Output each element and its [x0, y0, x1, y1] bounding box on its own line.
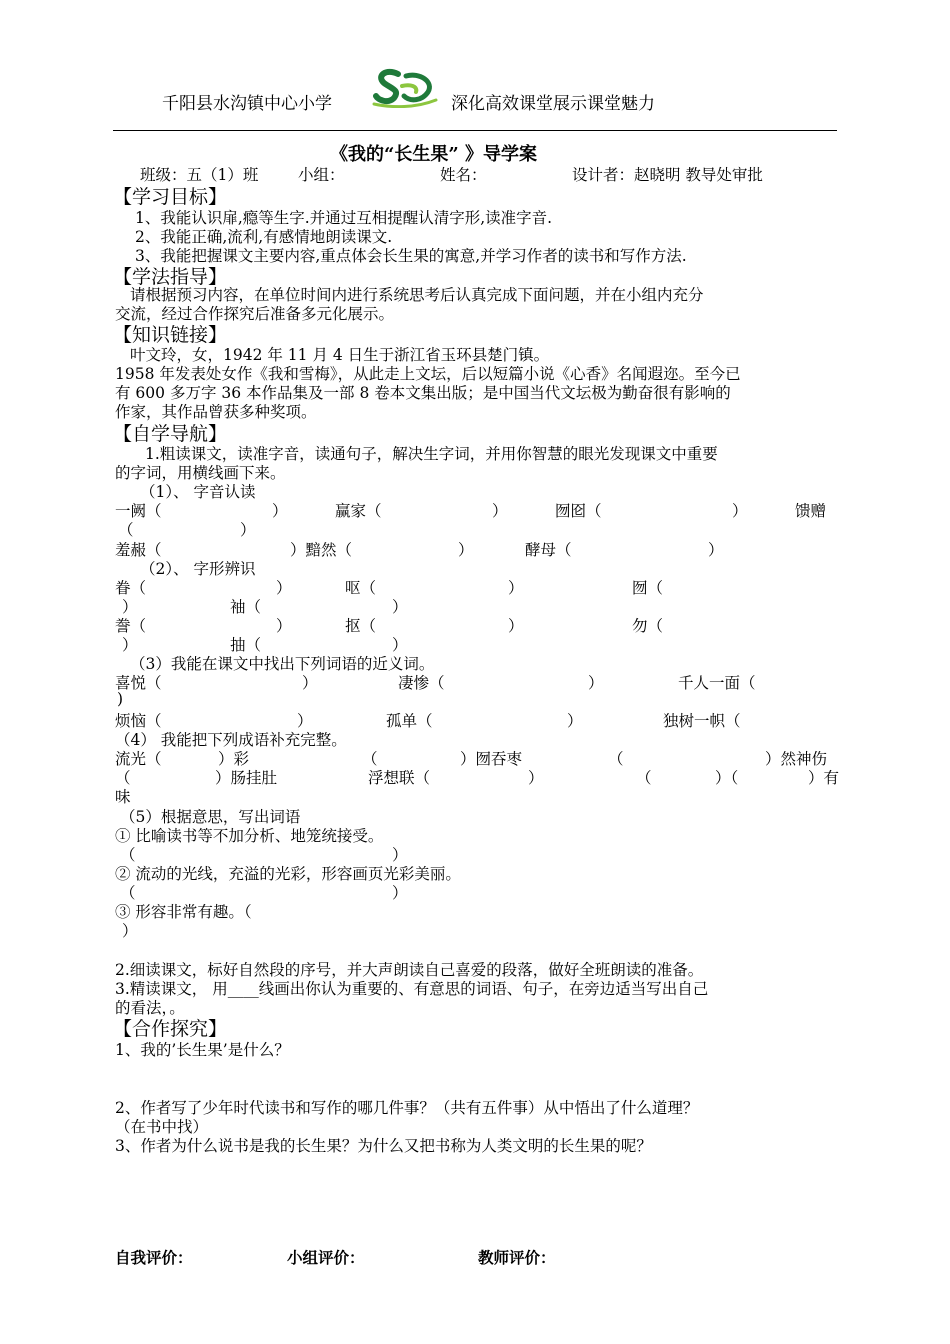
synonym-item: 凄惨（	[398, 674, 445, 692]
bracket: ）	[708, 541, 724, 559]
bracket: ）	[122, 922, 138, 940]
bracket: （	[120, 884, 136, 902]
bracket: ）	[276, 617, 292, 635]
method-text: 交流，经过合作探究后准备多元化展示。	[115, 305, 395, 323]
school-logo-icon	[372, 66, 438, 108]
group-evaluation: 小组评价：	[287, 1248, 365, 1267]
synonym-item: 烦恼（	[115, 712, 162, 730]
school-logo	[372, 66, 438, 108]
bracket: ）	[392, 598, 408, 616]
pinyin-item: 羞赧（	[115, 541, 162, 559]
bracket: ）	[392, 846, 408, 864]
pinyin-item: 囫囵（	[555, 502, 602, 520]
teacher-evaluation: 教师评价：	[478, 1248, 556, 1267]
bracket: ）	[492, 502, 508, 520]
bracket: ）	[528, 769, 544, 787]
synonym-item: 独树一帜（	[663, 712, 741, 730]
meaning-question: ③ 形容非常有趣。（	[115, 903, 252, 921]
knowledge-text: 作家，其作品曾获多种奖项。	[115, 403, 317, 421]
goal-item: 1、我能认识扉,瘾等生字.并通过互相提醒认清字形,读准字音.	[135, 209, 553, 227]
coop-question: （在书中找）	[115, 1118, 209, 1136]
synonym-item: 千人一面（	[678, 674, 756, 692]
bracket: （	[608, 750, 624, 768]
part-label: （3）我能在课文中找出下列词语的近义词。	[130, 655, 435, 673]
self-evaluation: 自我评价：	[115, 1248, 193, 1267]
study-step: 3.精读课文， 用____线画出你认为重要的、有意思的词语、句子，在旁边适当写出自己	[115, 980, 709, 998]
idiom-item: ）囫吞枣	[460, 750, 523, 768]
bracket: ）	[567, 712, 583, 730]
bracket: （	[120, 846, 136, 864]
idiom-item: 味	[115, 788, 131, 806]
part-label: （4） 我能把下列成语补充完整。	[115, 731, 347, 749]
bracket: ）	[508, 579, 524, 597]
part-label: （2）、 字形辨识	[140, 560, 256, 578]
part-label: （1）、 字音认读	[140, 483, 256, 501]
meaning-question: ① 比喻读书等不加分析、地笼统接受。	[115, 827, 384, 845]
goal-item: 2、我能正确,流利,有感情地朗读课文.	[135, 228, 393, 246]
bracket: （	[636, 769, 652, 787]
pinyin-item: 酵母（	[525, 541, 572, 559]
form-item: 誊（	[115, 617, 147, 635]
bracket: ）	[732, 502, 748, 520]
bracket: ）	[272, 502, 288, 520]
bracket: )	[117, 690, 124, 708]
school-motto: 深化高效课堂展示课堂魅力	[451, 94, 655, 114]
bracket: ）	[240, 521, 256, 539]
idiom-item: ）彩	[218, 750, 250, 768]
bracket: ）	[392, 884, 408, 902]
section-heading-self-study: 【自学导航】	[113, 423, 228, 445]
bracket: ）（	[715, 769, 739, 787]
school-name: 千阳县水沟镇中心小学	[162, 94, 332, 114]
bracket: （	[362, 750, 378, 768]
form-item: 袖（	[230, 598, 262, 616]
synonym-item: 喜悦（	[115, 674, 162, 692]
meaning-question: ② 流动的光线，充溢的光彩，形容画页光彩美丽。	[115, 865, 461, 883]
bracket: ）	[297, 712, 313, 730]
bracket: ）	[588, 674, 604, 692]
goal-item: 3、我能把握课文主要内容,重点体会长生果的寓意,并学习作者的读书和写作方法.	[135, 247, 687, 265]
idiom-item: ）肠挂肚	[215, 769, 278, 787]
group-field: 小组：	[298, 166, 345, 184]
class-field: 班级：五（1）班	[140, 166, 259, 184]
study-step: 2.细读课文，标好自然段的序号，并大声朗读自己喜爱的段落，做好全班朗读的准备。	[115, 961, 704, 979]
bracket: ）	[508, 617, 524, 635]
section-heading-knowledge: 【知识链接】	[113, 324, 228, 346]
bracket: （	[115, 769, 131, 787]
coop-question: 1、我的’长生果’是什么？	[115, 1041, 290, 1059]
name-field: 姓名：	[440, 166, 487, 184]
study-intro: 1.粗读课文，读准字音，读通句子，解决生字词，并用你智慧的眼光发现课文中重要	[145, 445, 718, 463]
bracket: ）	[122, 636, 138, 654]
section-heading-goals: 【学习目标】	[113, 186, 228, 208]
idiom-item: ）然神伤	[765, 750, 828, 768]
form-item: 囫（	[632, 579, 664, 597]
part-label: （5）根据意思，写出词语	[120, 808, 301, 826]
form-item: 勿（	[632, 617, 664, 635]
bracket: ）	[458, 541, 474, 559]
designer-field: 设计者：赵晓明 教导处审批	[572, 166, 763, 184]
bracket: ）	[302, 674, 318, 692]
idiom-item: ）有	[808, 769, 840, 787]
pinyin-item: 赢家（	[335, 502, 382, 520]
synonym-item: 孤单（	[386, 712, 433, 730]
idiom-item: 流光（	[115, 750, 162, 768]
bracket: ）	[392, 636, 408, 654]
section-heading-coop: 【合作探究】	[113, 1018, 228, 1040]
pinyin-item: 一阙（	[115, 502, 162, 520]
form-item: 抽（	[230, 636, 262, 654]
form-item: 抠（	[345, 617, 377, 635]
form-item: 眷（	[115, 579, 147, 597]
method-text: 请根据预习内容，在单位时间内进行系统思考后认真完成下面问题，并在小组内充分	[130, 286, 704, 304]
page-title: 《我的“长生果” 》导学案	[330, 144, 537, 165]
knowledge-text: 有 600 多万字 36 本作品集及一部 8 卷本文集出版；是中国当代文坛极为勤奋很有影响的	[115, 384, 731, 402]
knowledge-text: 1958 年发表处女作《我和雪梅》，从此走上文坛，后以短篇小说《心香》名闻遐迩。至今已	[115, 365, 741, 383]
coop-question: 2、作者写了少年时代读书和写作的哪几件事？（共有五件事）从中悟出了什么道理？	[115, 1099, 699, 1117]
header-divider	[113, 130, 837, 131]
pinyin-item: 馈赠	[795, 502, 827, 520]
form-item: 呕（	[345, 579, 377, 597]
coop-question: 3、作者为什么说书是我的长生果？为什么又把书称为人类文明的长生果的呢？	[115, 1137, 652, 1155]
idiom-item: 浮想联（	[368, 769, 431, 787]
knowledge-text: 叶文玲，女，1942 年 11 月 4 日生于浙江省玉环县楚门镇。	[130, 346, 550, 364]
bracket: ）	[276, 579, 292, 597]
pinyin-item: ）黯然（	[290, 541, 353, 559]
study-intro: 的字词，用横线画下来。	[115, 464, 286, 482]
bracket: ）	[122, 598, 138, 616]
section-heading-method: 【学法指导】	[113, 266, 228, 288]
study-step: 的看法，。	[115, 999, 185, 1017]
bracket: （	[118, 521, 134, 539]
